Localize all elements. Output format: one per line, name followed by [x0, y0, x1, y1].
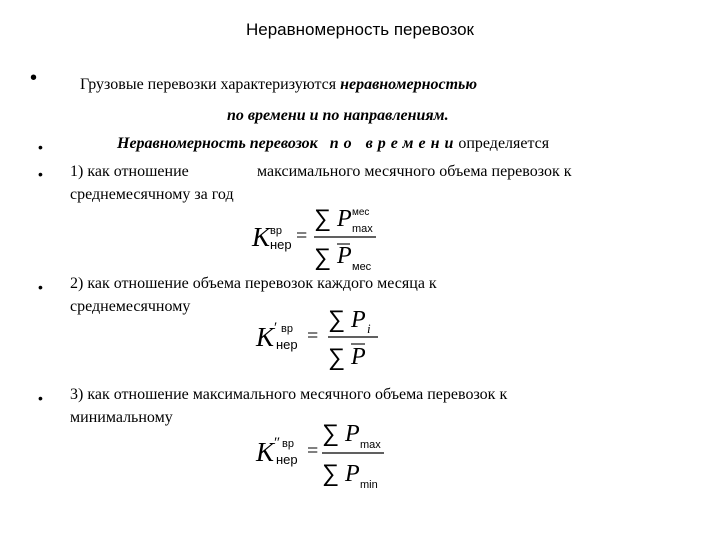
bullet: •: [38, 139, 43, 155]
formula-num-sub: max: [360, 439, 381, 451]
formula-k: K: [252, 222, 271, 252]
formula-p-denominator: P: [337, 243, 352, 269]
slide-title: Неравномерность перевозок: [246, 20, 474, 39]
formula-2: [250, 302, 390, 372]
formula-k-prime: ′: [274, 320, 278, 336]
time-definition-line: [117, 134, 549, 154]
intro-line-2: по времени и по направлениям.: [227, 107, 449, 124]
formula-p-numerator: P: [337, 206, 352, 232]
formula-k: K: [256, 437, 275, 467]
formula-k-sup: вр: [281, 323, 293, 335]
formula-p-numerator: P: [345, 421, 360, 447]
formula-sum-denominator: ∑: [314, 244, 332, 271]
formula-1: [246, 200, 386, 272]
formula-k: K: [256, 322, 275, 352]
bullet: •: [38, 279, 43, 295]
formula-k-prime: ″: [274, 435, 281, 451]
item3-line2: минимальному: [70, 409, 173, 426]
formula-equals: =: [307, 440, 319, 462]
formula-k-sub: нер: [276, 452, 298, 467]
formula-sum-numerator: ∑: [322, 420, 340, 447]
time-spaced: по времени: [329, 135, 459, 152]
item3-line1: 3) как отношение максимального месячного объема перевозок к: [70, 386, 508, 403]
formula-k-sup: вр: [270, 225, 282, 237]
time-rest: определяется: [458, 135, 550, 152]
formula-p-numerator: P: [351, 307, 366, 333]
time-emphasis: Неравномерность перевозок: [117, 135, 318, 152]
item2-line1: 2) как отношение объема перевозок каждого месяца к: [70, 275, 437, 292]
formula-k-sup: вр: [282, 438, 294, 450]
formula-sum-denominator: ∑: [328, 344, 346, 371]
item1-line1-b: максимального месячного объема перевозок к: [257, 163, 572, 180]
item2-line2: среднемесячному: [70, 298, 191, 315]
formula-sum-numerator: ∑: [314, 205, 332, 232]
bullet: •: [38, 390, 43, 406]
formula-sum-denominator: ∑: [322, 460, 340, 487]
formula-p-denominator: P: [345, 461, 360, 487]
formula-k-sub: нер: [276, 337, 298, 352]
item1-line1-a: 1) как отношение: [70, 163, 189, 180]
intro-line-1: [80, 75, 477, 95]
intro-text: Грузовые перевозки характеризуются: [80, 76, 341, 93]
formula-den-sub: мес: [352, 261, 372, 273]
formula-num-sub: i: [367, 321, 371, 336]
formula-equals: =: [307, 325, 319, 347]
formula-num-sub: max: [352, 223, 373, 235]
item1-line2: среднемесячному за год: [70, 186, 234, 203]
intro-emphasis: неравномерностью: [340, 76, 478, 93]
formula-k-sub: нер: [270, 237, 292, 252]
bullet: •: [38, 166, 43, 182]
formula-equals: =: [296, 225, 308, 247]
formula-sum-numerator: ∑: [328, 306, 346, 333]
formula-num-sup: мес: [352, 207, 370, 218]
formula-p-denominator: P: [351, 344, 366, 370]
formula-den-sub: min: [360, 479, 378, 491]
bullet: •: [30, 67, 38, 89]
formula-3: [250, 415, 390, 490]
